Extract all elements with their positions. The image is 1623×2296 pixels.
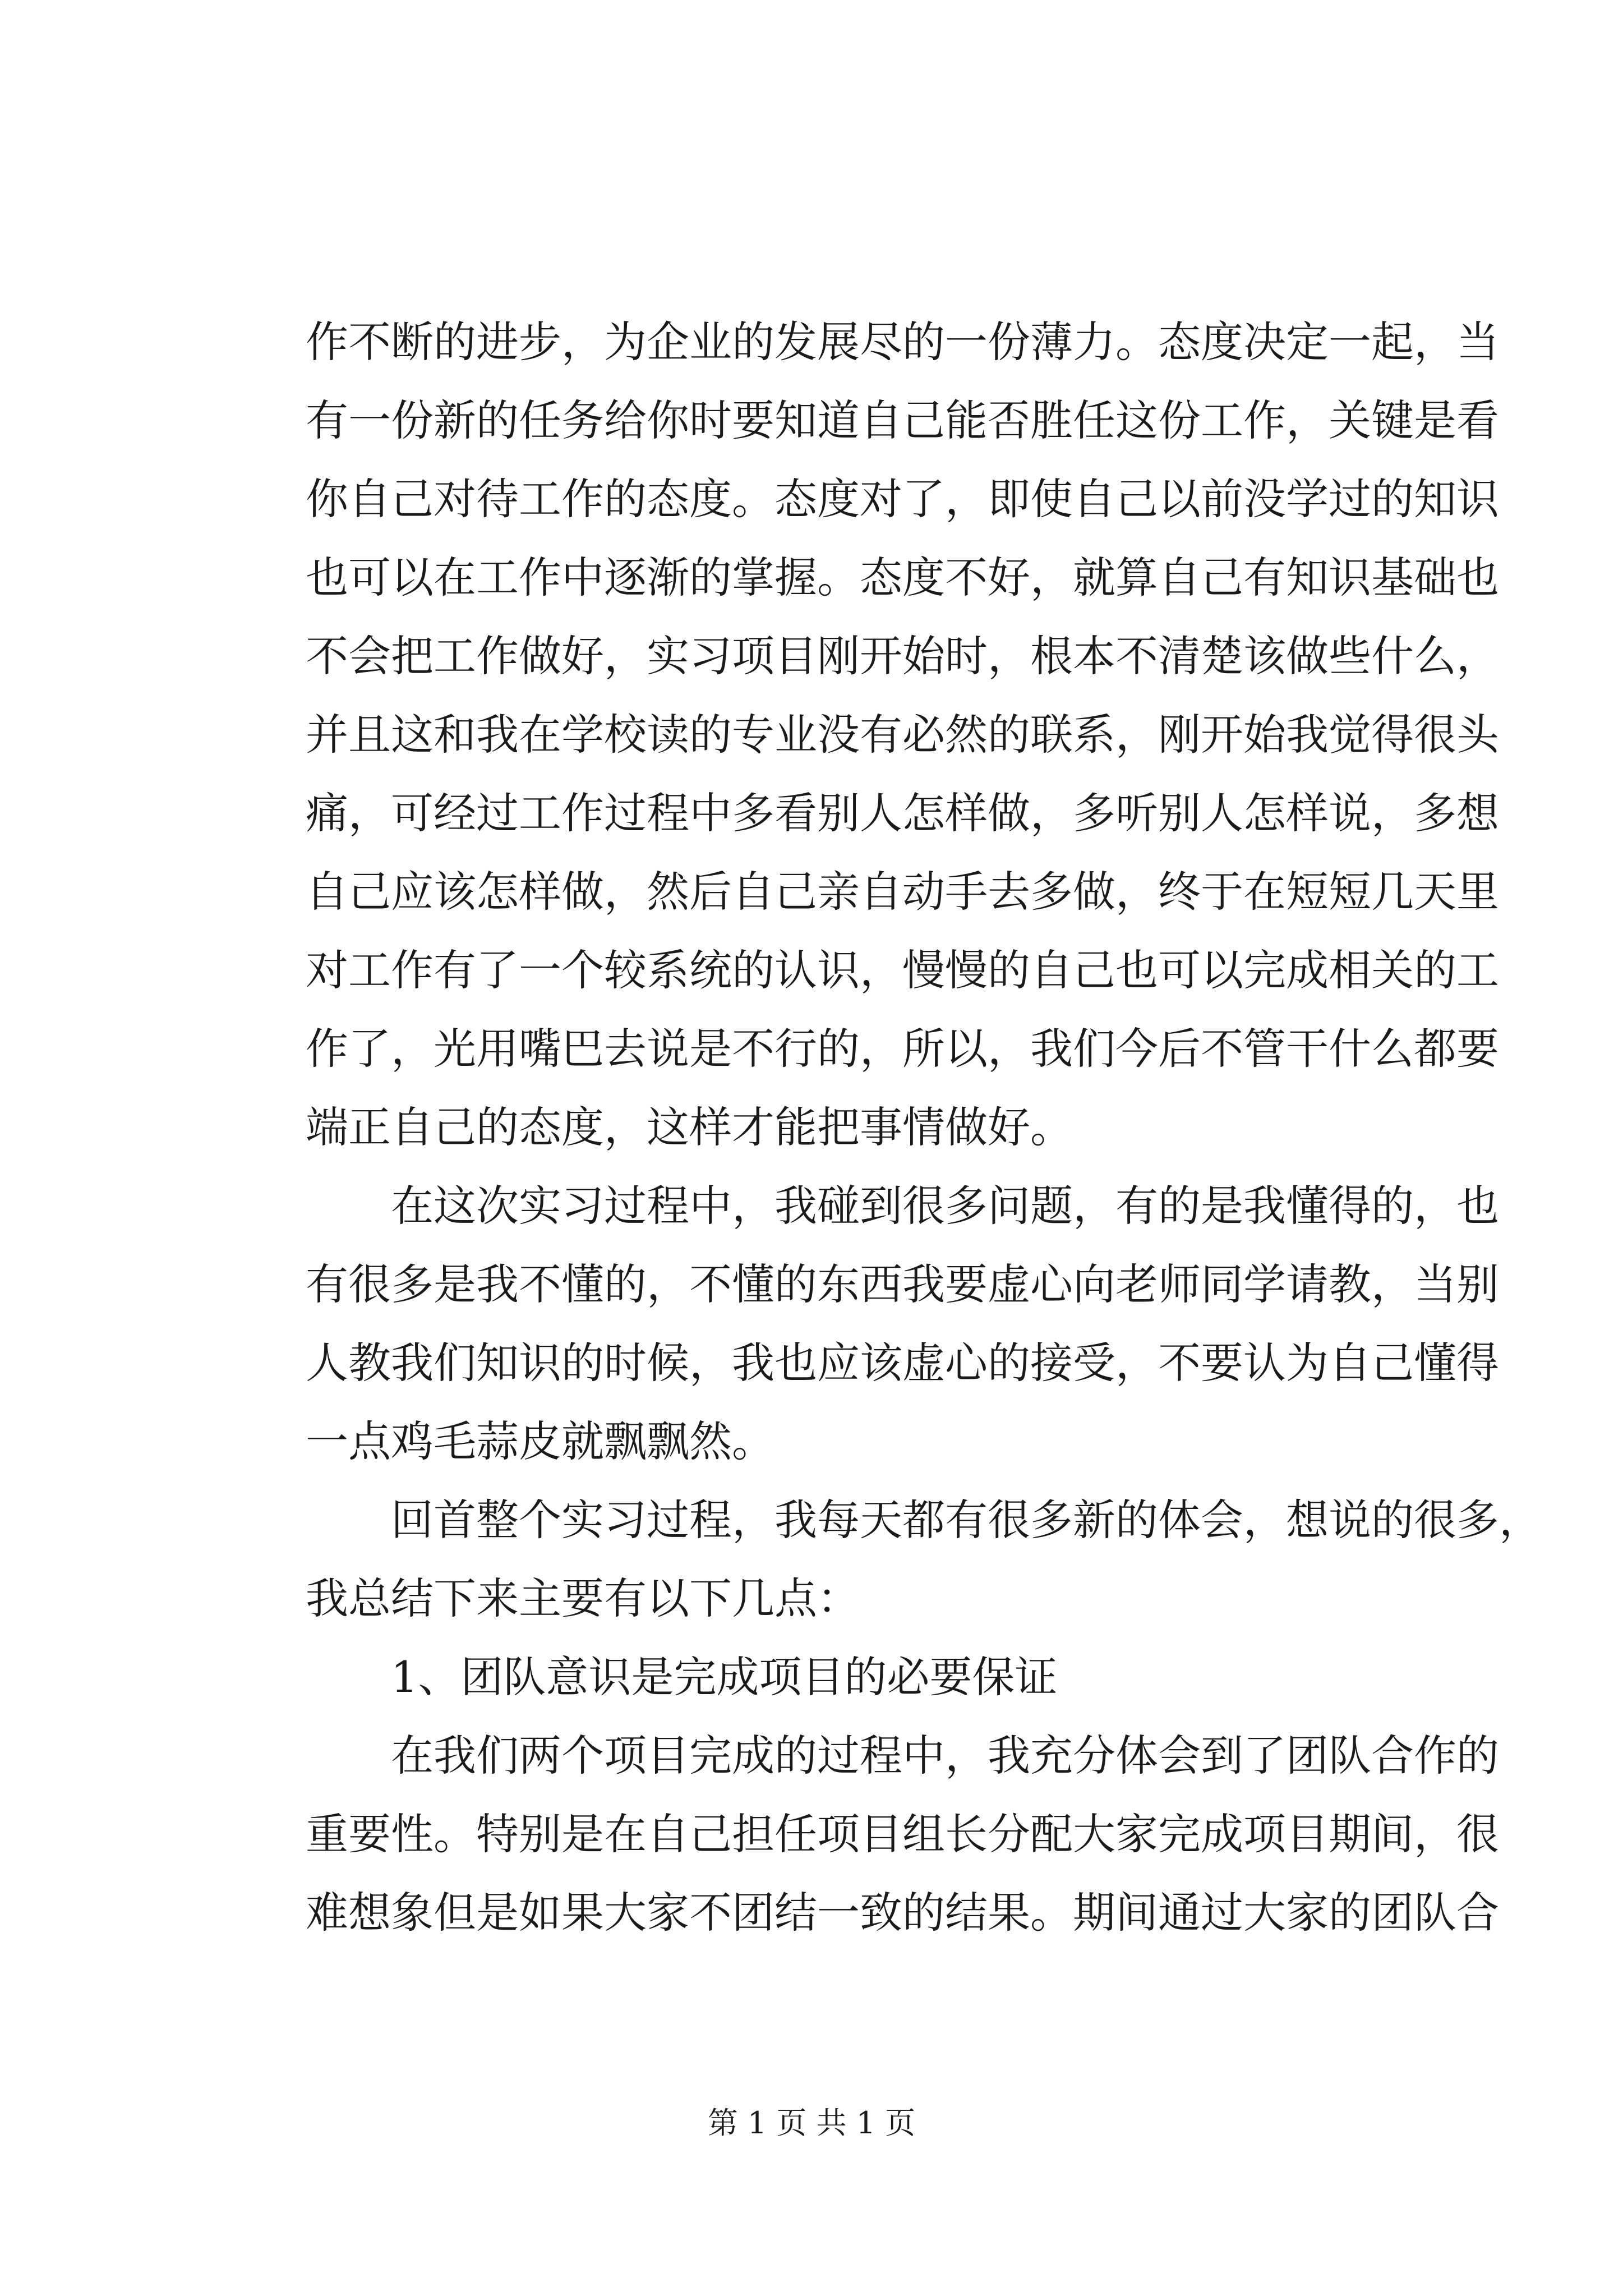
text-line: 重要性。特别是在自己担任项目组长分配大家完成项目期间，很: [306, 1809, 1499, 1859]
text-line: 作不断的进步，为企业的发展尽的一份薄力。态度决定一起，当: [306, 317, 1499, 367]
text-line: 我总结下来主要有以下几点：: [306, 1573, 860, 1623]
text-line: 自己应该怎样做，然后自己亲自动手去多做，终于在短短几天里: [306, 867, 1499, 917]
text-line: 在这次实习过程中，我碰到很多问题，有的是我懂得的，也: [306, 1181, 1499, 1231]
text-line: 对工作有了一个较系统的认识，慢慢的自己也可以完成相关的工: [306, 945, 1499, 995]
text-line: 有很多是我不懂的，不懂的东西我要虚心向老师同学请教，当别: [306, 1259, 1499, 1309]
body-text: [306, 303, 1542, 1952]
page-footer: 第 1 页 共 1 页: [707, 2105, 916, 2141]
text-line: 也可以在工作中逐渐的掌握。态度不好，就算自己有知识基础也: [306, 553, 1499, 602]
text-line: 难想象但是如果大家不团结一致的结果。期间通过大家的团队合: [306, 1888, 1499, 1938]
text-line: 人教我们知识的时候，我也应该虚心的接受，不要认为自己懂得: [306, 1338, 1499, 1388]
text-line: 有一份新的任务给你时要知道自己能否胜任这份工作，关键是看: [306, 395, 1499, 445]
text-line: 作了，光用嘴巴去说是不行的，所以，我们今后不管干什么都要: [306, 1024, 1499, 1074]
text-line: 痛，可经过工作过程中多看别人怎样做，多听别人怎样说，多想: [306, 788, 1499, 838]
text-line: 端正自己的态度，这样才能把事情做好。: [306, 1102, 1073, 1152]
text-line: 并且这和我在学校读的专业没有必然的联系，刚开始我觉得很头: [306, 710, 1499, 760]
text-line: 不会把工作做好，实习项目刚开始时，根本不清楚该做些什么，: [306, 631, 1499, 681]
text-line: 一点鸡毛蒜皮就飘飘然。: [306, 1416, 774, 1466]
section-heading: 1、团队意识是完成项目的必要保证: [306, 1652, 1058, 1702]
text-line: 在我们两个项目完成的过程中，我充分体会到了团队合作的: [306, 1731, 1499, 1780]
text-line: 回首整个实习过程，我每天都有很多新的体会，想说的很多，: [306, 1495, 1542, 1545]
text-line: 你自己对待工作的态度。态度对了，即使自己以前没学过的知识: [306, 474, 1499, 524]
